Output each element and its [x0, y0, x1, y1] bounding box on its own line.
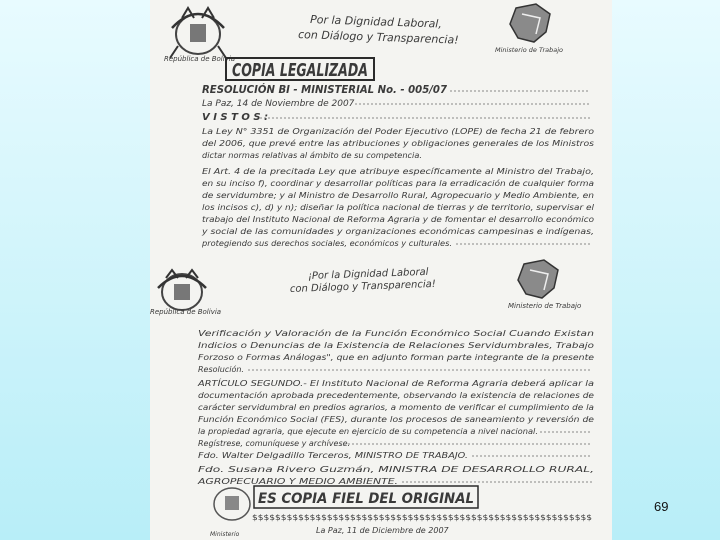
p2-body-line-9: la propiedad agraria, que ejecute en ejercicio de su competencia a nivel nacional. [198, 427, 538, 436]
body-line-3: dictar normas relativas al ámbito de su competencia. [202, 151, 422, 160]
ministry-label-2: Ministerio de Trabajo [508, 302, 582, 310]
p2-body-line-1: Verificación y Valoración de la Función Económico Social Cuando Existan [198, 329, 490, 338]
body-line-6: de servidumbre; y al Ministro de Desarrollo Rural, Agropecuario y Medio Ambiente, en [202, 191, 594, 200]
p2-body-line-4: Resolución. [198, 365, 244, 374]
p2-body-line-5: ARTÍCULO SEGUNDO.- El Instituto Nacional de Reforma Agraria deberá aplicar la [198, 379, 521, 388]
body-line-4: El Art. 4 de la precitada Ley que atribuye específicamente al Ministro del Trabajo, [202, 167, 594, 176]
resolution-date: La Paz, 14 de Noviembre de 2007 [202, 99, 355, 109]
p2-signature-3: AGROPECUARIO Y MEDIO AMBIENTE. [196, 477, 398, 486]
country-label: República de Bolivia [164, 55, 236, 63]
p2-signature-1: Fdo. Walter Delgadillo Terceros, MINISTRO DE TRABAJO. [198, 451, 468, 460]
body-line-9: y social de las comunidades y organizaciones económicas campesinas e indígenas, [202, 227, 537, 236]
bottom-left-seal [214, 488, 250, 520]
motto-line-2: con Diálogo y Transparencia! [297, 28, 459, 47]
resolution-page-1 [150, 0, 612, 258]
motto-2-line-2: con Diálogo y Transparencia! [289, 278, 437, 295]
stamp-text: COPIA LEGALIZADA [232, 60, 368, 81]
bolivia-coat-of-arms-seal [170, 8, 226, 58]
p2-body-line-7: carácter servidumbral en predios agrarios, a momento de verificar el cumplimiento de la [198, 403, 595, 412]
ministry-map-seal [510, 4, 550, 42]
body-line-10: protegiendo sus derechos sociales, económicos y culturales. [202, 239, 445, 248]
bottom-left-label: Ministerio [210, 531, 240, 538]
country-label-2: República de Bolivia [150, 308, 222, 316]
p2-body-line-10: Regístrese, comuníquese y archívese. [198, 439, 351, 448]
p2-body-line-2: Indicios o Denuncias de la Existencia de Relaciones Servidumbrales, Trabajo [198, 341, 595, 350]
body-line-8: trabajo del Instituto Nacional de Reforma Agraria y de fomentar el desarrollo económico [202, 215, 557, 224]
bolivia-coat-of-arms-seal-2 [158, 270, 206, 310]
vistos-heading: V I S T O S : [202, 112, 269, 123]
resolution-number: RESOLUCIÓN BI - MINISTERIAL No. - 005/07 [202, 83, 448, 96]
page-1-canvas [150, 0, 612, 258]
p2-body-line-3: Forzoso o Formas Análogas", que en adjunto forman parte integrante de la presente [198, 353, 595, 362]
p2-body-line-8: Función Económico Social (FES), durante los procesos de saneamiento y reversión de [198, 415, 541, 424]
body-line-7: los incisos c), d) y n); diseñar la política nacional de tierras y de territorio, supervisar el [202, 203, 595, 212]
filler-line: $$$$$$$$$$$$$$$$$$$$$$$$$$$$$$$$$$$$$$$$$$$$$$$$$$$$$$$$$$$ [252, 513, 592, 522]
resolution-page-2 [150, 258, 612, 540]
p2-body-line-6: documentación aprobada precedentemente, observando la existencia de relaciones de [198, 391, 549, 400]
copia-legalizada-stamp [226, 58, 374, 81]
body-line-5: en su inciso f), coordinar y desarrollar políticas para la erradicación de cualquier forma [202, 179, 551, 188]
bottom-date: La Paz, 11 de Diciembre de 2007 [316, 526, 449, 535]
ministry-map-seal-2 [518, 260, 558, 298]
scanned-document [150, 0, 612, 540]
motto-line-1: Por la Dignidad Laboral, [309, 13, 443, 31]
body-line-2: del 2006, que prevé entre las atribuciones y obligaciones generales de los Ministros [202, 139, 540, 148]
page-2-canvas [150, 258, 612, 540]
ministry-label: Ministerio de Trabajo [495, 46, 563, 54]
body-line-1: La Ley N° 3351 de Organización del Poder Ejecutivo (LOPE) de fecha 21 de febrero [202, 127, 534, 136]
p2-signature-2: Fdo. Susana Rivero Guzmán, MINISTRA DE DESARROLLO RURAL, [198, 465, 594, 474]
motto-2-line-1: ¡Por la Dignidad Laboral [307, 266, 429, 282]
copia-fiel-text: ES COPIA FIEL DEL ORIGINAL [258, 491, 474, 507]
copia-fiel-stamp [254, 486, 478, 508]
slide-page-number: 69 [654, 499, 669, 514]
